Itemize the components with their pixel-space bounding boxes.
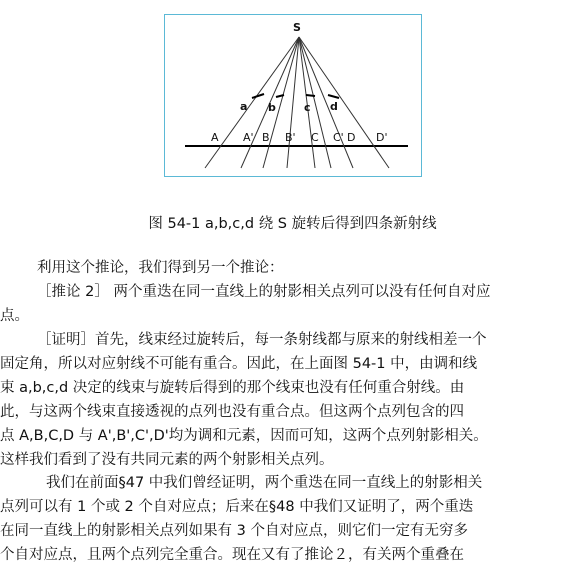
point-label-D-prime: D' (376, 131, 388, 144)
text-line-8: 点 A,B,C,D 与 A',B',C',D'均为调和元素，因而可知，这两个点列射影相关。 (0, 428, 488, 444)
line-label-c: c (304, 101, 311, 114)
text-line-13: 个自对应点，且两个点列完全重合。现在又有了推论２，有关两个重叠在 (0, 547, 464, 563)
text-line-10: 我们在前面§47 中我们曾经证明，两个重迭在同一直线上的射影相关 (46, 475, 483, 491)
text-line-5: 固定角，所以对应射线不可能有重合。因此，在上面图 54-1 中，由调和线 (0, 356, 478, 372)
text-line-4: ［证明］首先，线束经过旋转后，每一条射线都与原来的射线相差一个 (37, 332, 487, 348)
point-label-B-prime: B' (285, 131, 296, 144)
point-label-D: D (347, 131, 356, 144)
tick-c (306, 95, 315, 96)
figure-54-1 (164, 14, 422, 177)
text-line-6: 束 a,b,c,d 决定的线束与旋转后得到的那个线束也没有任何重合射线。由 (0, 380, 465, 396)
text-line-3: 点。 (0, 308, 29, 324)
point-label-A-prime: A' (243, 131, 254, 144)
text-line-11: 点列可以有 1 个或 2 个自对应点；后来在§48 中我们又证明了，两个重迭 (0, 499, 474, 515)
line-label-b: b (268, 101, 276, 114)
center-label-s: S (293, 21, 301, 34)
point-label-C: C (311, 131, 319, 144)
text-line-12: 在同一直线上的射影相关点列如果有 3 个自对应点，则它们一定有无穷多 (0, 523, 468, 539)
text-line-2: ［推论 2］ 两个重迭在同一直线上的射影相关点列可以没有任何自对应 (37, 284, 491, 300)
ray-A (205, 37, 299, 168)
figure-caption: 图 54-1 a,b,c,d 绕 S 旋转后得到四条新射线 (148, 216, 437, 232)
point-label-C-prime: C' (333, 131, 344, 144)
point-label-A: A (211, 131, 219, 144)
pencil-of-lines-diagram (165, 15, 423, 178)
text-line-9: 这样我们看到了没有共同元素的两个射影相关点列。 (0, 452, 334, 468)
line-label-d: d (330, 100, 338, 113)
text-line-7: 此，与这两个线束直接透视的点列也没有重合点。但这两个点列包含的四 (0, 404, 464, 420)
ray-B-prime (287, 37, 299, 168)
tick-d (328, 95, 339, 98)
point-label-B: B (262, 131, 270, 144)
line-label-a: a (240, 100, 248, 113)
text-line-1: 利用这个推论，我们得到另一个推论： (37, 260, 284, 276)
